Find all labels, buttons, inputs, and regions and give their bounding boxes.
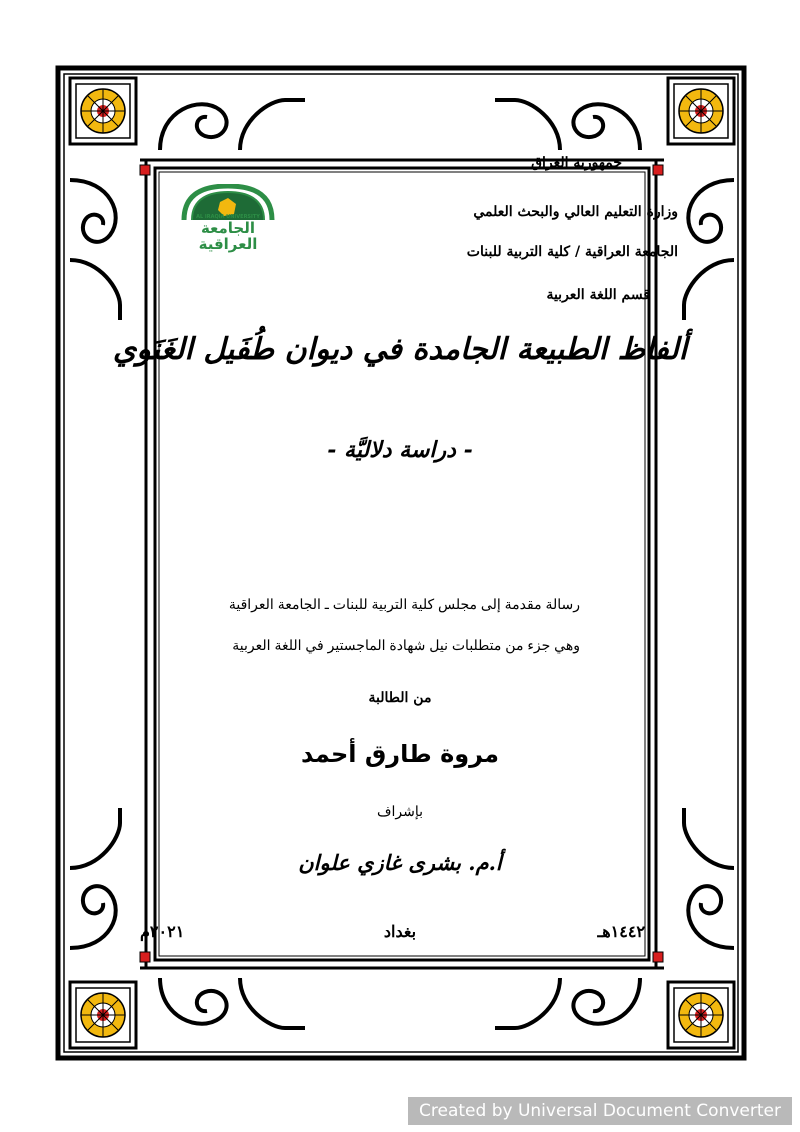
logo-latin-text: AL IRAQIA UNIVERSITY bbox=[196, 214, 260, 220]
converter-watermark: Created by Universal Document Converter bbox=[408, 1097, 792, 1125]
hijri-year: ١٤٤٢هـ bbox=[597, 922, 645, 941]
logo-arabic-line2: العراقية bbox=[198, 235, 258, 253]
gregorian-year: ٢٠٢١م bbox=[140, 922, 185, 941]
city: بغداد bbox=[383, 922, 417, 941]
header-university-college: الجامعة العراقية / كلية التربية للبنات bbox=[466, 244, 678, 260]
rosette-top-right bbox=[668, 78, 734, 144]
supervisor-name: أ.م. بشرى غازي علوان bbox=[298, 850, 502, 875]
degree-statement: وهي جزء من متطلبات نيل شهادة الماجستير في اللغة العربية bbox=[232, 637, 580, 653]
supervision-label: بإشراف bbox=[376, 803, 424, 819]
student-label: من الطالبة bbox=[368, 690, 432, 706]
rosette-bottom-right bbox=[668, 982, 734, 1048]
rosette-bottom-left bbox=[70, 982, 136, 1048]
submission-statement: رسالة مقدمة إلى مجلس كلية التربية للبنات ـ الجامعة العراقية bbox=[228, 596, 580, 612]
student-name: مروة طارق أحمد bbox=[301, 740, 499, 768]
header-department: قسم اللغة العربية bbox=[546, 287, 650, 303]
thesis-subtitle: - دراسة دلاليَّة - bbox=[327, 437, 473, 463]
logo-arabic-line1: الجامعة bbox=[200, 219, 256, 237]
scroll-ornaments bbox=[70, 100, 734, 1028]
university-logo bbox=[176, 184, 280, 254]
header-republic: جمهورية العراق bbox=[531, 155, 622, 171]
header-ministry: وزارة التعليم العالي والبحث العلمي bbox=[473, 204, 678, 220]
rosette-top-left bbox=[70, 78, 136, 144]
thesis-title: ألفاظ الطبيعة الجامدة في ديوان طُفَيل الغَنَوي bbox=[112, 332, 688, 367]
